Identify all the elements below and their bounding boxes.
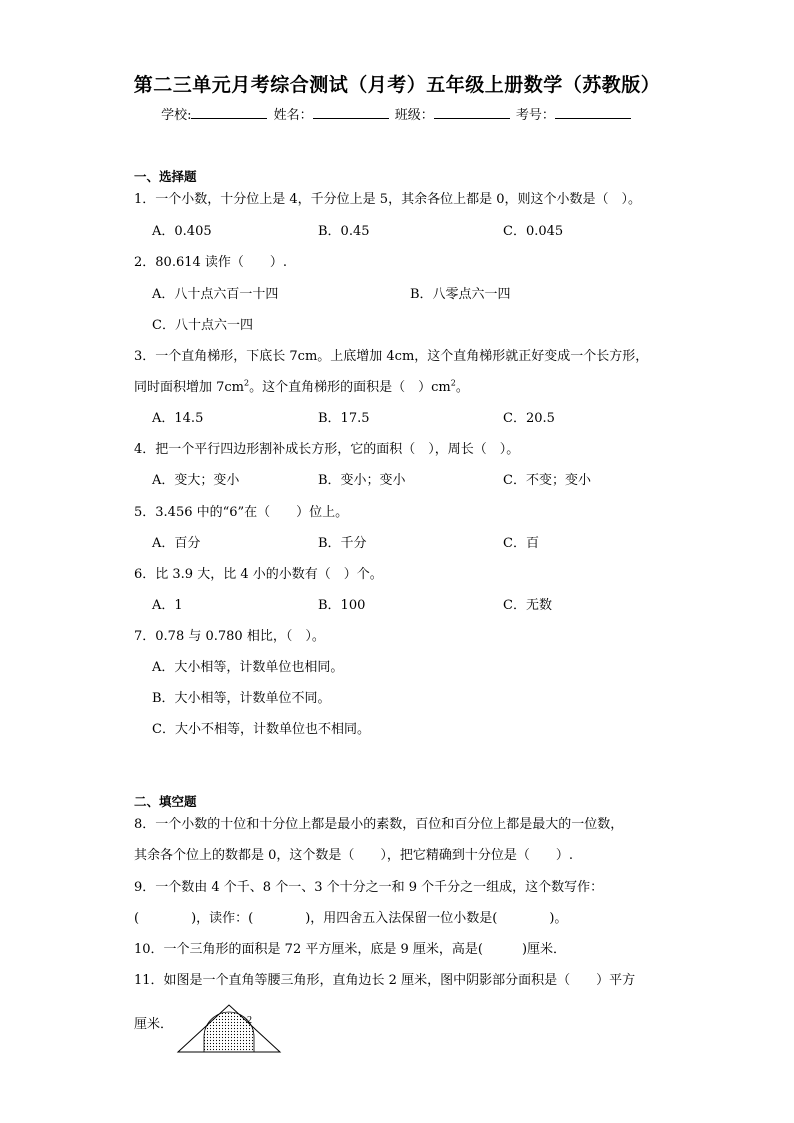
exam-number-label: 考号：: [515, 108, 555, 123]
q4-option-b: B．变小；变小: [318, 473, 406, 488]
class-blank[interactable]: [434, 106, 510, 119]
question-3-line-1: 3．一个直角梯形，下底长 7cm。上底增加 4cm，这个直角梯形就正好变成一个长方形，: [134, 349, 649, 364]
q1-option-a: A．0.405: [152, 224, 212, 239]
q3-text-c: 。: [455, 380, 469, 395]
q5-option-c: C．百: [503, 536, 539, 551]
question-9-line-2: ( )，读作：( )，用四舍五入法保留一位小数是( )。: [134, 911, 568, 926]
q5-option-b: B．千分: [318, 536, 367, 551]
student-info-row: [0, 104, 794, 123]
side-length-label: 2: [247, 1015, 252, 1026]
section-fill-title: 二、填空题: [134, 794, 197, 809]
q2-option-a: A．八十点六百一十四: [152, 287, 279, 302]
question-10: 10．一个三角形的面积是 72 平方厘米，底是 9 厘米，高是( )厘米．: [134, 942, 567, 957]
triangle-figure: [176, 1003, 282, 1055]
school-blank[interactable]: [191, 106, 267, 119]
question-6: 6．比 3.9 大，比 4 小的小数有（ ）个。: [134, 567, 383, 582]
exam-number-blank[interactable]: [555, 106, 631, 119]
question-8-line-1: 8．一个小数的十位和十分位上都是最小的素数，百位和百分位上都是最大的一位数，: [134, 817, 624, 832]
q6-option-a: A．1: [152, 598, 183, 613]
q1-option-b: B．0.45: [318, 224, 370, 239]
q4-option-a: A．变大；变小: [152, 473, 240, 488]
q3-option-a: A．14.5: [152, 411, 204, 426]
question-4: 4．把一个平行四边形割补成长方形，它的面积（ ），周长（ ）。: [134, 442, 520, 457]
question-11-line-1: 11．如图是一个直角等腰三角形，直角边长 2 厘米，图中阴影部分面积是（ ）平方: [134, 973, 636, 988]
q2-option-b: B．八零点六一四: [410, 287, 511, 302]
school-label: 学校:: [161, 108, 192, 123]
q3-option-b: B．17.5: [318, 411, 370, 426]
name-blank[interactable]: [313, 106, 389, 119]
question-7: 7．0.78 与 0.780 相比，（ ）。: [134, 629, 325, 644]
q3-text-a: 同时面积增加 7cm: [134, 380, 245, 395]
q7-option-c: C．大小不相等，计数单位也不相同。: [152, 722, 370, 737]
q3-option-c: C．20.5: [503, 411, 555, 426]
section-choice-title: 一、选择题: [134, 169, 197, 184]
question-2: 2．80.614 读作（ ）.: [134, 255, 288, 270]
q4-option-c: C．不变；变小: [503, 473, 591, 488]
q5-option-a: A．百分: [152, 536, 201, 551]
q7-option-a: A．大小相等，计数单位也相同。: [152, 660, 344, 675]
question-5: 5．3.456 中的“6”在（ ）位上。: [134, 505, 349, 520]
question-9-line-1: 9．一个数由 4 个千、8 个一、3 个十分之一和 9 个千分之一组成，这个数写作：: [134, 880, 604, 895]
question-1: 1．一个小数，十分位上是 4，千分位上是 5，其余各位上都是 0，则这个小数是（ ）。: [134, 192, 641, 207]
q3-sup-1: 2: [244, 378, 250, 388]
q6-option-c: C．无数: [503, 598, 552, 613]
question-3-line-2: [134, 379, 469, 397]
q3-text-b: 。这个直角梯形的面积是（ ）cm: [249, 380, 451, 395]
q6-option-b: B．100: [318, 598, 366, 613]
q3-sup-2: 2: [450, 378, 456, 388]
question-11-line-2: 厘米．: [134, 1017, 174, 1032]
name-label: 姓名：: [273, 108, 313, 123]
q2-option-c: C．八十点六一四: [152, 318, 253, 333]
question-8-line-2: 其余各个位上的数都是 0，这个数是（ ），把它精确到十分位是（ ）.: [134, 848, 574, 863]
page-title: 第二三单元月考综合测试（月考）五年级上册数学（苏教版）: [133, 74, 661, 96]
class-label: 班级：: [394, 108, 434, 123]
q1-option-c: C．0.045: [503, 224, 564, 239]
q7-option-b: B．大小相等，计数单位不同。: [152, 691, 331, 706]
